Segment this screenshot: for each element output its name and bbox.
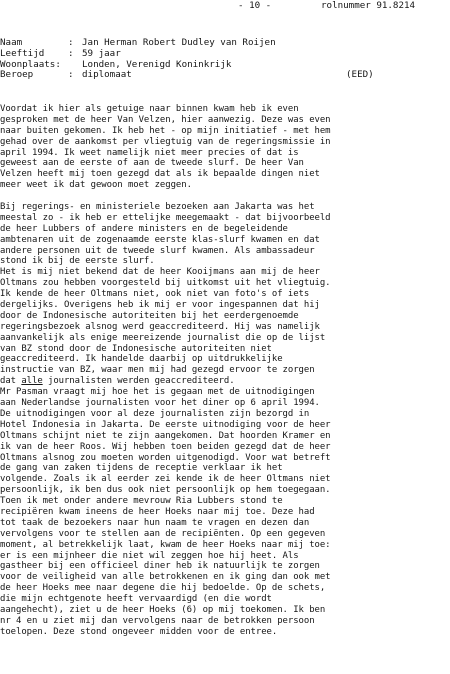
- statement-line: geaccrediteerd. Ik handelde daarbij op uitdrukkelijke: [0, 354, 283, 365]
- statement-line: de gang van zaken tijdens de receptie verklaar ik het: [0, 463, 283, 474]
- statement-line: dergelijks. Overigens heb ik mij er voor ingespannen dat hij: [0, 300, 320, 311]
- statement-paragraph: [0, 104, 450, 191]
- statement-line: aanvankelijk als enige meereizende journalist die op de lijst: [0, 332, 326, 343]
- statement-line: Bij regerings- en ministeriele bezoeken aan Jakarta was het: [0, 202, 315, 213]
- witness-info-value: diplomaat: [82, 69, 132, 81]
- statement-line: instructie van BZ, waar men mij had gezegd ervoor te zorgen: [0, 365, 315, 376]
- witness-info-row: [0, 70, 450, 81]
- statement-line: die mijn echtgenote heeft vervaardigd (en die wordt: [0, 594, 272, 605]
- statement-line: voor de veiligheid van alle betrokkenen en ik ging dan ook met: [0, 572, 331, 583]
- statement-line: ambtenaren uit de zogenaamde eerste klas-slurf kwamen en dat: [0, 234, 320, 245]
- witness-info-separator: :: [68, 69, 74, 81]
- witness-info-label: Leeftijd: [0, 47, 45, 59]
- statement-body: [0, 104, 450, 638]
- statement-line: door de Indonesische autoriteiten bij het eerdergenoemde: [0, 310, 299, 321]
- statement-line: naar buiten gekomen. Ik heb het - op mijn initiatief - met hem: [0, 125, 331, 136]
- statement-line: Oltmans schijnt niet te zijn aangekomen. Dat hoorden Kramer en: [0, 430, 331, 441]
- page-header: [238, 0, 450, 11]
- statement-line: tot taak de bezoekers naar hun naam te vragen en dezen dan: [0, 517, 310, 528]
- statement-line: nr 4 en u ziet mij dan vervolgens naar de betrokken persoon: [0, 615, 315, 626]
- statement-line: aangehecht), ziet u de heer Hoeks (6) op mij toekomen. Ik ben: [0, 604, 326, 615]
- oath-marker: (EED): [346, 69, 374, 81]
- statement-line: persoonlijk, ik ben dus ook niet persoonlijk op hem toegegaan.: [0, 485, 331, 496]
- statement-line: ik van de heer Roos. Wij hebben toen beiden gezegd dat de heer: [0, 441, 331, 452]
- statement-line: gehad over de aankomst per vliegtuig van de regeringsmissie in: [0, 136, 331, 147]
- statement-line: de heer Lubbers of andere ministers en de begeleidende: [0, 223, 288, 234]
- statement-line: stond ik bij de eerste slurf.: [0, 256, 155, 267]
- statement-line: geweest aan de eerste of aan de tweede slurf. De heer Van: [0, 158, 304, 169]
- witness-info-label: Beroep: [0, 69, 34, 81]
- witness-info-value: Jan Herman Robert Dudley van Roijen: [82, 37, 276, 48]
- roll-number: rolnummer 91.8214: [321, 0, 416, 11]
- statement-paragraph: [0, 202, 450, 638]
- underlined-word: alle: [21, 376, 43, 387]
- statement-line: Het is mij niet bekend dat de heer Kooijmans aan mij de heer: [0, 267, 320, 278]
- statement-line: volgende. Zoals ik al eerder zei kende ik de heer Oltmans niet: [0, 474, 331, 485]
- statement-line: gastheer bij een officieel diner heb ik natuurlijk te zorgen: [0, 561, 320, 572]
- statement-line: meestal zo - ik heb er ettelijke meegemaakt - dat bijvoorbeeld: [0, 212, 331, 223]
- statement-line: dat alle journalisten werden geaccrediteerd.: [0, 376, 235, 387]
- witness-info-separator: :: [68, 37, 74, 48]
- statement-line: Velzen heeft mij toen gezegd dat als ik bepaalde dingen niet: [0, 169, 320, 180]
- statement-line: De uitnodigingen voor al deze journalisten zijn bezorgd in: [0, 408, 310, 419]
- statement-line: de heer Hoeks mee naar degene die hij bedoelde. Op de schets,: [0, 583, 326, 594]
- statement-line: aan Nederlandse journalisten voor het diner op 6 april 1994.: [0, 398, 320, 409]
- witness-info-row: [0, 49, 450, 60]
- statement-line: gesproken met de heer Van Velzen, hier aanwezig. Deze was even: [0, 114, 331, 125]
- statement-line: Toen ik met onder andere mevrouw Ria Lubbers stond te: [0, 496, 283, 507]
- statement-line: vervolgens voor te stellen aan de recipiënten. Op een gegeven: [0, 528, 326, 539]
- statement-line: april 1994. Ik weet namelijk niet meer precies of dat is: [0, 147, 299, 158]
- statement-line: toelopen. Deze stond ongeveer midden voor de entree.: [0, 626, 278, 637]
- statement-line: Hotel Indonesia in Jakarta. De eerste uitnodiging voor de heer: [0, 419, 331, 430]
- statement-line: Mr Pasman vraagt mij hoe het is gegaan met de uitnodigingen: [0, 387, 315, 398]
- statement-line: Oltmans zou hebben voorgesteld bij uitkomst uit het vliegtuig.: [0, 278, 331, 289]
- statement-line: Ik kende de heer Oltmans niet, ook niet van foto's of iets: [0, 289, 310, 300]
- witness-info-label: Woonplaats:: [0, 58, 61, 70]
- witness-info: [0, 38, 450, 81]
- statement-line: Oltmans alsnog zou moeten worden uitgenodigd. Voor wat betreft: [0, 452, 331, 463]
- statement-line: recipiëren kwam ineens de heer Hoeks naar mij toe. Deze had: [0, 506, 315, 517]
- statement-line: er is een mijnheer die niet wil zeggen hoe hij heet. Als: [0, 550, 299, 561]
- witness-info-separator: :: [68, 47, 74, 59]
- witness-info-value: 59 jaar: [82, 47, 121, 59]
- statement-line: andere personen uit de tweede slurf kwamen. Als ambassadeur: [0, 245, 315, 256]
- statement-line: meer weet ik dat gewoon moet zeggen.: [0, 180, 192, 191]
- statement-line: moment, al betrekkelijk laat, kwam de heer Hoeks naar mij toe:: [0, 539, 331, 550]
- statement-line: Voordat ik hier als getuige naar binnen kwam heb ik even: [0, 104, 299, 114]
- statement-line: van BZ stond door de Indonesische autoriteiten niet: [0, 343, 272, 354]
- page-number: - 10 -: [238, 0, 272, 11]
- witness-info-value: Londen, Verenigd Koninkrijk: [82, 58, 232, 70]
- statement-line: regeringsbezoek alsnog werd geaccrediteerd. Hij was namelijk: [0, 321, 320, 332]
- witness-info-label: Naam: [0, 37, 23, 48]
